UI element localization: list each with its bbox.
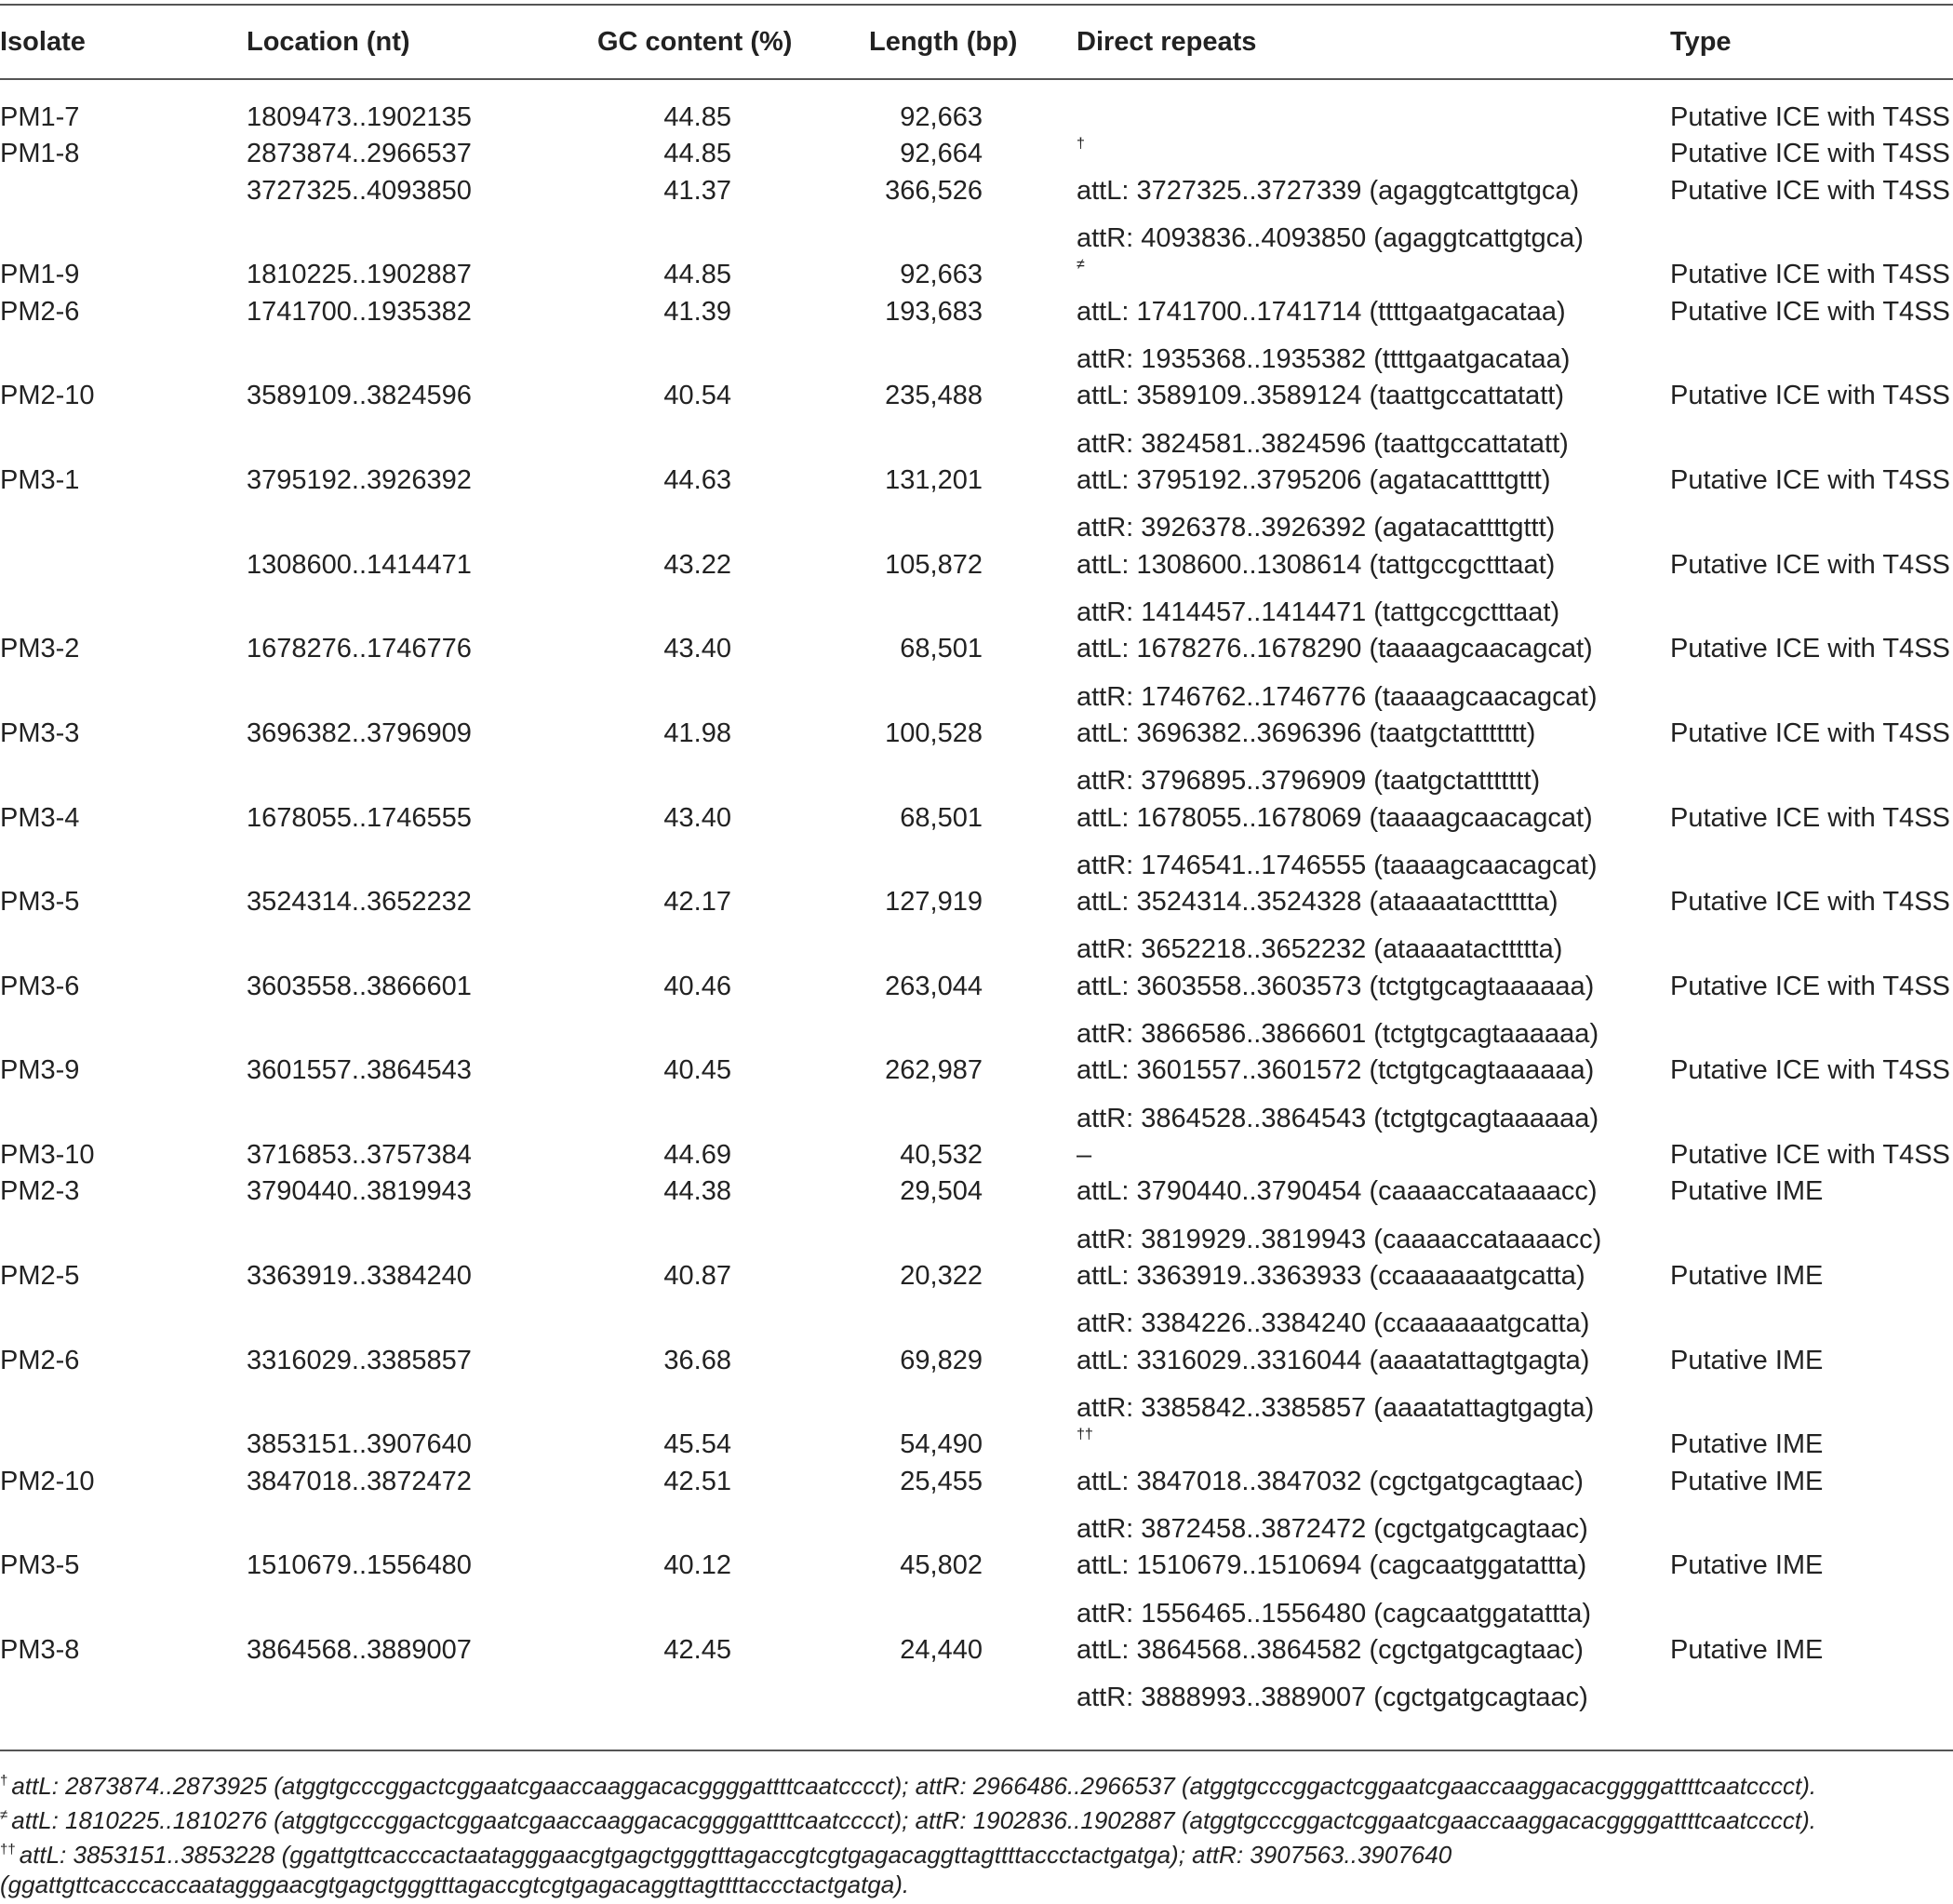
- cell-isolate: PM3-5: [0, 887, 80, 918]
- cell-isolate: PM1-7: [0, 102, 80, 132]
- cell-type: Putative ICE with T4SS: [1670, 971, 1950, 1001]
- cell-type: Putative ICE with T4SS: [1670, 465, 1950, 496]
- cell-type: Putative IME: [1670, 1345, 1824, 1375]
- cell-direct-repeat: attR: 3384226..3384240 (ccaaaaaatgcatta): [1077, 1308, 1590, 1339]
- footnote-line: [0, 1834, 1451, 1870]
- footnote-text: (ggattgttcacccaccaatagggaacgtgagctgggtttagaccgtcgtgagacaggttagttttaccctactgatga).: [0, 1870, 910, 1898]
- cell-location: 1741700..1935382: [247, 296, 472, 327]
- footnote-mark: †: [0, 1773, 8, 1789]
- cell-isolate: PM2-10: [0, 381, 95, 411]
- cell-location: 3696382..3796909: [247, 717, 472, 748]
- cell-isolate: PM3-5: [0, 1550, 80, 1581]
- cell-direct-repeat: attR: 3796895..3796909 (taatgctattttttt): [1077, 766, 1541, 797]
- cell-isolate: PM1-8: [0, 139, 80, 169]
- footnote-mark: ≠: [0, 1807, 8, 1823]
- header-direct-repeats: Direct repeats: [1077, 27, 1257, 57]
- cell-direct-repeat: attL: 3589109..3589124 (taattgccattatatt): [1077, 381, 1564, 411]
- cell-gc-content: 40.54: [663, 381, 731, 411]
- cell-location: 3790440..3819943: [247, 1176, 472, 1207]
- cell-length: 263,044: [885, 971, 983, 1001]
- cell-direct-repeat: attR: 3926378..3926392 (agatacattttgttt): [1077, 513, 1556, 543]
- cell-type: Putative ICE with T4SS: [1670, 717, 1950, 748]
- cell-gc-content: 41.39: [663, 296, 731, 327]
- cell-direct-repeat: attR: 4093836..4093850 (agaggtcattgtgca): [1077, 223, 1584, 254]
- cell-direct-repeat: attR: 3888993..3889007 (cgctgatgcagtaac): [1077, 1683, 1588, 1713]
- cell-isolate: PM3-8: [0, 1634, 80, 1665]
- cell-length: 92,663: [900, 102, 983, 132]
- cell-direct-repeat: attR: 3824581..3824596 (taattgccattatatt): [1077, 428, 1569, 459]
- cell-length: 40,532: [900, 1140, 983, 1171]
- header-isolate: Isolate: [0, 27, 86, 57]
- cell-location: 1678055..1746555: [247, 802, 472, 833]
- cell-gc-content: 40.87: [663, 1261, 731, 1292]
- cell-direct-repeat: attL: 1308600..1308614 (tattgccgctttaat): [1077, 549, 1556, 580]
- cell-length: 193,683: [885, 296, 983, 327]
- cell-direct-repeat: attL: 3316029..3316044 (aaaatattagtgagta): [1077, 1345, 1590, 1375]
- cell-direct-repeat: attL: 3847018..3847032 (cgctgatgcagtaac): [1077, 1466, 1584, 1496]
- cell-repeat-footnote-mark: †: [1077, 136, 1085, 153]
- cell-gc-content: 44.38: [663, 1176, 731, 1207]
- cell-location: 3363919..3384240: [247, 1261, 472, 1292]
- cell-length: 24,440: [900, 1634, 983, 1665]
- cell-direct-repeat: attL: 1678276..1678290 (taaaagcaacagcat): [1077, 634, 1593, 664]
- cell-type: Putative IME: [1670, 1634, 1824, 1665]
- cell-direct-repeat: attR: 1746541..1746555 (taaaagcaacagcat): [1077, 850, 1598, 880]
- cell-length: 68,501: [900, 802, 983, 833]
- cell-type: Putative IME: [1670, 1550, 1824, 1581]
- cell-gc-content: 42.17: [663, 887, 731, 918]
- cell-gc-content: 44.85: [663, 102, 731, 132]
- footnote-line: [0, 1800, 1816, 1836]
- cell-type: Putative IME: [1670, 1261, 1824, 1292]
- header-type: Type: [1670, 27, 1732, 57]
- table-bottom-rule: [0, 1750, 1953, 1751]
- cell-location: 3589109..3824596: [247, 381, 472, 411]
- cell-gc-content: 40.46: [663, 971, 731, 1001]
- cell-isolate: PM2-6: [0, 1345, 80, 1375]
- cell-gc-content: 44.85: [663, 139, 731, 169]
- cell-gc-content: 44.85: [663, 260, 731, 290]
- cell-isolate: PM3-3: [0, 717, 80, 748]
- cell-direct-repeat: attR: 3864528..3864543 (tctgtgcagtaaaaaa): [1077, 1103, 1599, 1133]
- cell-location: 3795192..3926392: [247, 465, 472, 496]
- cell-location: 3603558..3866601: [247, 971, 472, 1001]
- cell-isolate: PM3-10: [0, 1140, 95, 1171]
- cell-type: Putative ICE with T4SS: [1670, 381, 1950, 411]
- cell-location: 3316029..3385857: [247, 1345, 472, 1375]
- footnote-mark: ††: [0, 1842, 16, 1857]
- cell-length: 262,987: [885, 1055, 983, 1086]
- cell-location: 1809473..1902135: [247, 102, 472, 132]
- cell-direct-repeat: attL: 3790440..3790454 (caaaaccataaaacc): [1077, 1176, 1598, 1207]
- cell-isolate: PM3-2: [0, 634, 80, 664]
- cell-direct-repeat: attR: 1556465..1556480 (cagcaatggatattta): [1077, 1598, 1592, 1629]
- header-location: Location (nt): [247, 27, 410, 57]
- cell-direct-repeat: attR: 3872458..3872472 (cgctgatgcagtaac): [1077, 1513, 1588, 1544]
- cell-length: 131,201: [885, 465, 983, 496]
- cell-type: Putative ICE with T4SS: [1670, 102, 1950, 132]
- cell-isolate: PM3-6: [0, 971, 80, 1001]
- cell-location: 1308600..1414471: [247, 549, 472, 580]
- cell-location: 3847018..3872472: [247, 1466, 472, 1496]
- cell-direct-repeat: attL: 1510679..1510694 (cagcaatggatattta): [1077, 1550, 1587, 1581]
- cell-location: 1810225..1902887: [247, 260, 472, 290]
- footnote-text: attL: 1810225..1810276 (atggtgcccggactcggaatcgaaccaaggacacggggattttcaatcccct); attR: 1902836..1902887 (atggtgcccggactcggaatcgaaccaaggacacggggattttcaatcccct).: [11, 1806, 1817, 1834]
- cell-gc-content: 42.45: [663, 1634, 731, 1665]
- cell-direct-repeat: attL: 3864568..3864582 (cgctgatgcagtaac): [1077, 1634, 1584, 1665]
- cell-location: 3524314..3652232: [247, 887, 472, 918]
- cell-type: Putative ICE with T4SS: [1670, 175, 1950, 206]
- cell-direct-repeat: attR: 3652218..3652232 (ataaaatacttttta): [1077, 934, 1563, 965]
- cell-isolate: PM2-6: [0, 296, 80, 327]
- cell-length: 366,526: [885, 175, 983, 206]
- footnote-text: attL: 3853151..3853228 (ggattgttcacccactaatagggaacgtgagctgggtttagaccgtcgtgagacaggttagttttaccctactgatga); attR: 3907563..3907640: [19, 1841, 1452, 1869]
- table-top-rule: [0, 4, 1953, 6]
- cell-length: 25,455: [900, 1466, 983, 1496]
- cell-type: Putative ICE with T4SS: [1670, 802, 1950, 833]
- cell-type: Putative ICE with T4SS: [1670, 1140, 1950, 1171]
- cell-gc-content: 45.54: [663, 1429, 731, 1460]
- cell-direct-repeat: attR: 1414457..1414471 (tattgccgctttaat): [1077, 597, 1560, 627]
- cell-type: Putative IME: [1670, 1176, 1824, 1207]
- cell-gc-content: 40.12: [663, 1550, 731, 1581]
- cell-length: 127,919: [885, 887, 983, 918]
- cell-length: 105,872: [885, 549, 983, 580]
- cell-length: 92,664: [900, 139, 983, 169]
- cell-type: Putative ICE with T4SS: [1670, 296, 1950, 327]
- cell-location: 3716853..3757384: [247, 1140, 472, 1171]
- cell-type: Putative ICE with T4SS: [1670, 887, 1950, 918]
- cell-length: 68,501: [900, 634, 983, 664]
- cell-gc-content: 43.22: [663, 549, 731, 580]
- cell-direct-repeat: attL: 3603558..3603573 (tctgtgcagtaaaaaa): [1077, 971, 1595, 1001]
- cell-repeat-footnote-mark: ≠: [1077, 257, 1085, 274]
- cell-type: Putative IME: [1670, 1466, 1824, 1496]
- cell-gc-content: 43.40: [663, 802, 731, 833]
- cell-length: 69,829: [900, 1345, 983, 1375]
- cell-direct-repeat: attR: 1935368..1935382 (ttttgaatgacataa): [1077, 344, 1571, 375]
- cell-location: 1678276..1746776: [247, 634, 472, 664]
- cell-direct-repeat: attL: 1741700..1741714 (ttttgaatgacataa): [1077, 296, 1566, 327]
- cell-gc-content: 41.37: [663, 175, 731, 206]
- cell-location: 3727325..4093850: [247, 175, 472, 206]
- cell-length: 92,663: [900, 260, 983, 290]
- cell-location: 2873874..2966537: [247, 139, 472, 169]
- cell-length: 29,504: [900, 1176, 983, 1207]
- cell-direct-repeat: attL: 1678055..1678069 (taaaagcaacagcat): [1077, 802, 1593, 833]
- cell-isolate: PM2-3: [0, 1176, 80, 1207]
- cell-gc-content: 42.51: [663, 1466, 731, 1496]
- cell-length: 54,490: [900, 1429, 983, 1460]
- cell-direct-repeat: attL: 3363919..3363933 (ccaaaaaatgcatta): [1077, 1261, 1585, 1292]
- cell-isolate: PM3-9: [0, 1055, 80, 1086]
- cell-direct-repeat: attR: 3819929..3819943 (caaaaccataaaacc): [1077, 1224, 1602, 1254]
- cell-type: Putative ICE with T4SS: [1670, 549, 1950, 580]
- cell-direct-repeat: attL: 3795192..3795206 (agatacattttgttt): [1077, 465, 1551, 496]
- cell-direct-repeat: attR: 3866586..3866601 (tctgtgcagtaaaaaa): [1077, 1019, 1599, 1049]
- cell-location: 3853151..3907640: [247, 1429, 472, 1460]
- footnote-text: attL: 2873874..2873925 (atggtgcccggactcggaatcgaaccaaggacacggggattttcaatcccct); attR: 2966486..2966537 (atggtgcccggactcggaatcgaaccaaggacacggggattttcaatcccct).: [11, 1772, 1817, 1800]
- cell-direct-repeat: attR: 1746762..1746776 (taaaagcaacagcat): [1077, 681, 1598, 712]
- footnote-line: [0, 1869, 909, 1900]
- cell-gc-content: 41.98: [663, 717, 731, 748]
- header-gc-content: GC content (%): [597, 27, 793, 57]
- cell-gc-content: 44.63: [663, 465, 731, 496]
- cell-location: 3864568..3889007: [247, 1634, 472, 1665]
- cell-direct-repeat: attL: 3727325..3727339 (agaggtcattgtgca): [1077, 175, 1580, 206]
- cell-direct-repeat: attL: 3601557..3601572 (tctgtgcagtaaaaaa): [1077, 1055, 1595, 1086]
- cell-location: 1510679..1556480: [247, 1550, 472, 1581]
- cell-type: Putative ICE with T4SS: [1670, 1055, 1950, 1086]
- cell-location: 3601557..3864543: [247, 1055, 472, 1086]
- cell-type: Putative ICE with T4SS: [1670, 260, 1950, 290]
- cell-length: 45,802: [900, 1550, 983, 1581]
- cell-direct-repeat: attL: 3696382..3696396 (taatgctattttttt): [1077, 717, 1536, 748]
- cell-repeat-footnote-mark: ††: [1077, 1427, 1093, 1443]
- cell-direct-repeat: attR: 3385842..3385857 (aaaatattagtgagta): [1077, 1392, 1595, 1423]
- header-bottom-rule: [0, 78, 1953, 80]
- cell-isolate: PM3-1: [0, 465, 80, 496]
- cell-gc-content: 44.69: [663, 1140, 731, 1171]
- cell-isolate: PM3-4: [0, 802, 80, 833]
- header-length: Length (bp): [869, 27, 1018, 57]
- cell-type: Putative ICE with T4SS: [1670, 634, 1950, 664]
- cell-direct-repeat: –: [1077, 1140, 1092, 1171]
- cell-length: 100,528: [885, 717, 983, 748]
- cell-length: 235,488: [885, 381, 983, 411]
- cell-gc-content: 36.68: [663, 1345, 731, 1375]
- cell-gc-content: 40.45: [663, 1055, 731, 1086]
- footnote-line: [0, 1765, 1816, 1802]
- cell-direct-repeat: attL: 3524314..3524328 (ataaaatacttttta): [1077, 887, 1558, 918]
- cell-type: Putative IME: [1670, 1429, 1824, 1460]
- cell-isolate: PM1-9: [0, 260, 80, 290]
- cell-length: 20,322: [900, 1261, 983, 1292]
- cell-isolate: PM2-10: [0, 1466, 95, 1496]
- cell-type: Putative ICE with T4SS: [1670, 139, 1950, 169]
- cell-isolate: PM2-5: [0, 1261, 80, 1292]
- cell-gc-content: 43.40: [663, 634, 731, 664]
